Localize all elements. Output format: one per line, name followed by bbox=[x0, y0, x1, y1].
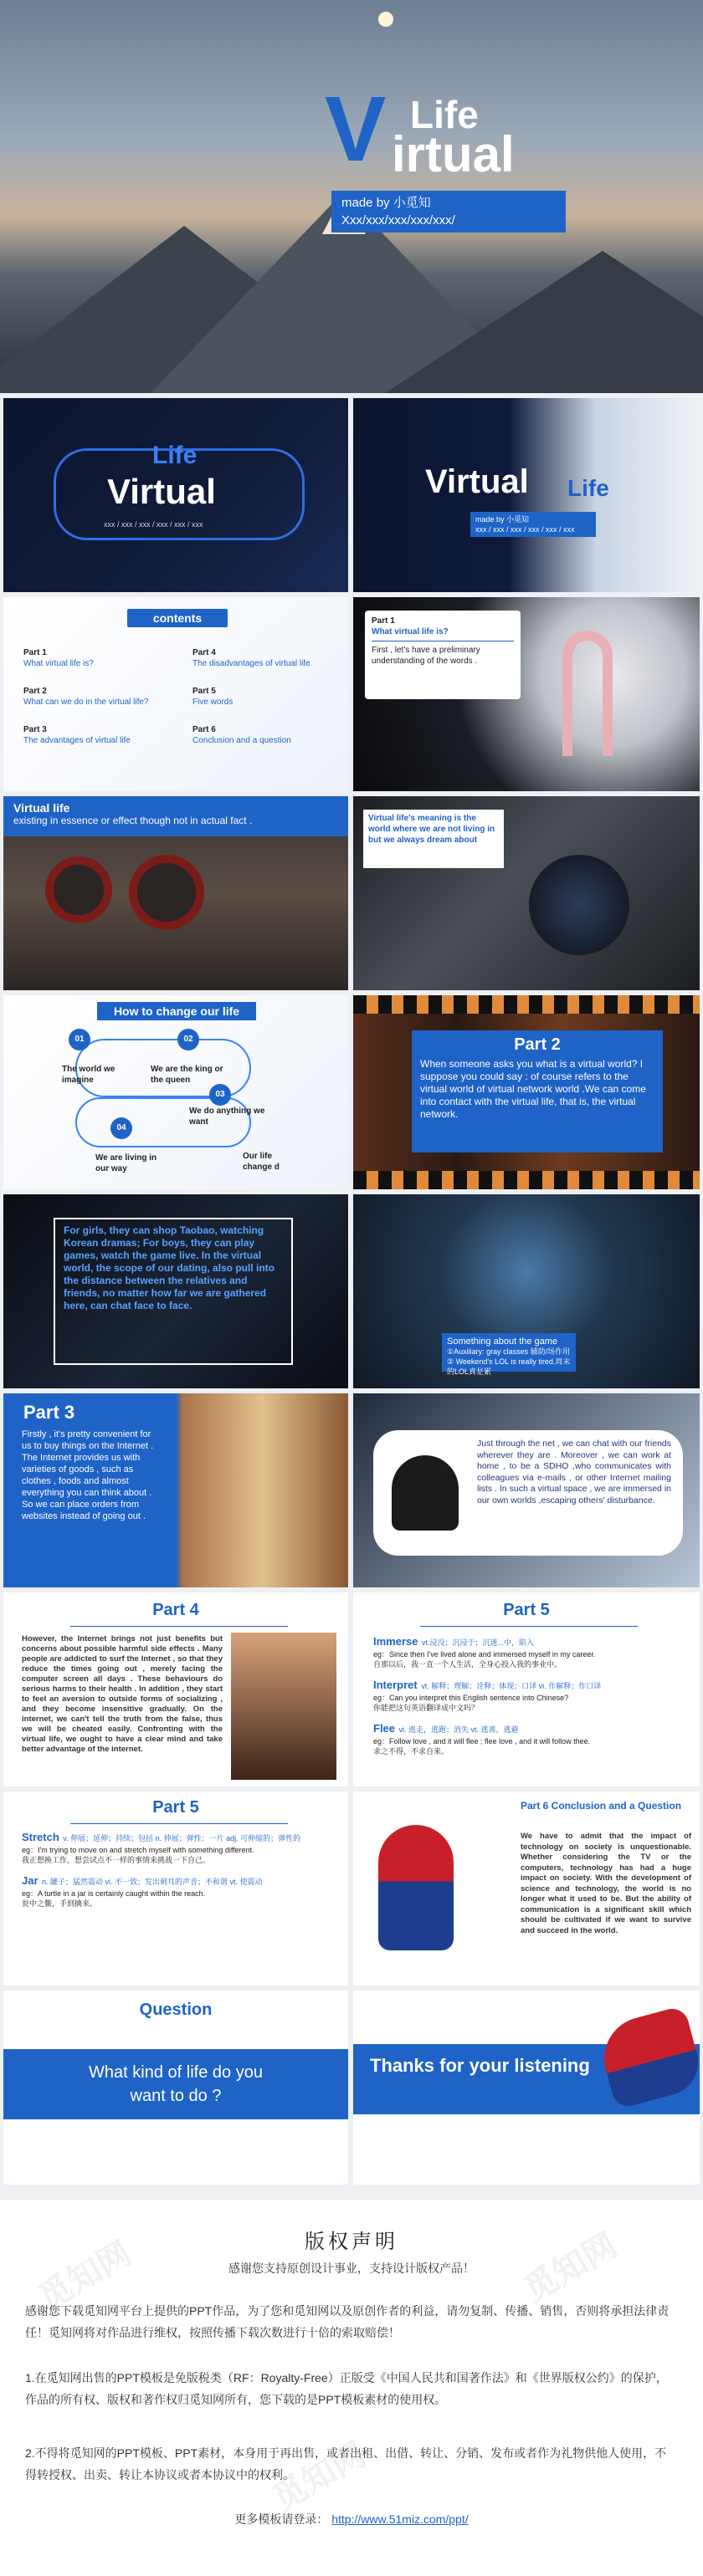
hero-info-bar bbox=[331, 191, 566, 233]
step-text: The world we imagine bbox=[62, 1065, 115, 1085]
step-text: We are the king or the queen bbox=[151, 1065, 223, 1085]
copyright-more bbox=[0, 2511, 703, 2527]
camera-lens-shape bbox=[529, 855, 629, 955]
copyright-p3: 2.不得将觅知网的PPT模板、PPT素材，本身用于再出售，或者出租、出借、转让、分销、发布或者作为礼物供他人使用，不得转授权、出卖、转让本协议或者本协议中的权利。 bbox=[25, 2446, 667, 2481]
copyright-more-link[interactable]: http://www.51miz.com/ppt/ bbox=[331, 2512, 469, 2526]
vocab-entry bbox=[22, 1873, 331, 1909]
contents-item-label: What virtual life is? bbox=[23, 659, 94, 668]
vocab-word: Immerse bbox=[373, 1635, 418, 1648]
moon-shape bbox=[378, 12, 393, 27]
divider bbox=[70, 1626, 288, 1627]
film-strip-shape bbox=[353, 995, 700, 1014]
slide-part5b bbox=[3, 1791, 348, 1986]
slide-virtual-meaning bbox=[353, 796, 700, 990]
step-badge: 04 bbox=[110, 1117, 132, 1139]
vocab-cn: 我正想换工作，想尝试点不一样的事情来挑战一下自己。 bbox=[22, 1856, 211, 1864]
slide-part2 bbox=[353, 995, 700, 1189]
net-body: Just through the net , we can chat with our friends wherever they are . Moreover , we can work at home , to be a SDHO ,who communicates with colleagues via e-mails , or other Internet mailing lists . In such a virtual space , we are immersed in our own worlds ,escaping others' disturbance. bbox=[477, 1439, 671, 1505]
contents-col-left bbox=[23, 647, 174, 746]
part1-card bbox=[365, 611, 521, 699]
film-reel-shape bbox=[45, 856, 112, 923]
net-card bbox=[373, 1430, 683, 1556]
slide2-title2: Virtual bbox=[107, 472, 216, 511]
copyright-more-label: 更多模板请登录： bbox=[234, 2512, 329, 2526]
part5a-num: Part 5 bbox=[503, 1601, 550, 1619]
vl2-body: Virtual life's meaning is the world where we are not living in but we always dream about bbox=[368, 814, 495, 845]
contents-item-label: Five words bbox=[192, 698, 233, 707]
vocab-def: vt.浸没；沉浸于；沉迷...中，陷入 bbox=[421, 1638, 534, 1647]
reading-photo bbox=[231, 1633, 336, 1780]
vocab-word: Flee bbox=[373, 1722, 396, 1735]
contents-item bbox=[192, 724, 335, 746]
step-text: Our life change d bbox=[243, 1152, 280, 1172]
vocab-entry bbox=[22, 1830, 331, 1865]
hero-title-line1: Life bbox=[410, 93, 479, 136]
contents-item bbox=[192, 686, 335, 708]
contents-item bbox=[23, 686, 174, 708]
slide3-bar bbox=[470, 512, 596, 537]
step-badge: 03 bbox=[209, 1084, 231, 1106]
slide-question bbox=[3, 1991, 348, 2185]
copyright-title: 版权声明 bbox=[305, 2231, 398, 2253]
slide-part3 bbox=[3, 1393, 348, 1587]
watermark-text: 觅知网 bbox=[517, 2226, 623, 2309]
vocab-entry bbox=[373, 1678, 683, 1713]
vl1-body: existing in essence or effect though not in actual fact . bbox=[13, 815, 253, 826]
part1-num: Part 1 bbox=[372, 616, 395, 626]
vocab-eg: eg：I'm trying to move on and stretch myself with something different. bbox=[22, 1846, 254, 1854]
vocab-cn: 你能把这句英语翻译成中文吗？ bbox=[373, 1704, 480, 1712]
slide2-sub: xxx / xxx / xxx / xxx / xxx / xxx bbox=[104, 520, 203, 529]
step-text: We are living in our way bbox=[95, 1153, 157, 1173]
step-text: We do anything we want bbox=[189, 1107, 265, 1127]
girls-body: For girls, they can shop Taobao, watching Korean dramas; For boys, they can play games, watch the game live. In the virtual world, the scope of our dating, also pull into the distance between the relatives and friends, no matter how far we are gathered here, can chat face to face. bbox=[64, 1224, 275, 1311]
slide-title-split bbox=[353, 398, 700, 592]
step-badge: 02 bbox=[177, 1029, 199, 1050]
vocab-eg: eg：Since then I've lived alone and immersed myself in my career. bbox=[373, 1650, 596, 1659]
hero-title-line2: irtual bbox=[392, 126, 515, 182]
part3-num: Part 3 bbox=[23, 1402, 75, 1423]
part2-num: Part 2 bbox=[514, 1035, 561, 1054]
contents-item bbox=[192, 647, 335, 669]
slide3-made-by: made by 小觅知 bbox=[475, 515, 530, 524]
slide-girls-boys bbox=[3, 1194, 348, 1388]
vocab-eg: eg：Can you interpret this English sentence into Chinese? bbox=[373, 1694, 569, 1702]
slide-part5a bbox=[353, 1592, 700, 1786]
contents-item bbox=[23, 724, 174, 746]
contents-col-right bbox=[192, 647, 335, 746]
slide-part1 bbox=[353, 597, 700, 791]
divider bbox=[70, 1823, 288, 1824]
vl1-header bbox=[3, 796, 348, 836]
slide-title-dark bbox=[3, 398, 348, 592]
contents-item-label: The disadvantages of virtual life bbox=[192, 659, 310, 668]
vocab-def: n. 罐子；猛然震动 vi. 不一致；发出刺耳的声音；不和谐 vt. 使震动 bbox=[41, 1878, 263, 1886]
change-title: How to change our life bbox=[97, 1002, 256, 1020]
vocab-entry bbox=[373, 1634, 683, 1669]
slide2-title1: Life bbox=[152, 442, 198, 469]
vocab-def: vt. 解释；理解；诠释；体现；口译 vi. 作解释；作口译 bbox=[421, 1682, 602, 1690]
spiderman-figure bbox=[378, 1825, 454, 1950]
question-title: Question bbox=[139, 2001, 213, 2019]
copyright-section bbox=[0, 2200, 703, 2576]
contents-item-label: Conclusion and a question bbox=[192, 736, 291, 745]
vocab-word: Jar bbox=[22, 1874, 38, 1887]
part5b-num: Part 5 bbox=[152, 1798, 199, 1817]
part4-body: However, the Internet brings not just benefits but concerns about possible harmful side effects . Many people are addicted to surf the Internet , so that they reduce the times going out , merely facing the computer screen all days . These behaviours do serious harms to their health . In addition , they start to feel an aversion to outside forms of socializing , and they become insensitive gradually. On the internet, we can't tell the truth from the false, thus we will be cheated easily. Confronting with the virtual life, we ought to have a clear mind and take better advantage of the internet. bbox=[22, 1634, 223, 1754]
copyright-p2: 1.在觅知网出售的PPT模板是免版税类（RF：Royalty-Free）正版受《中国人民共和国著作法》和《世界版权公约》的保护，作品的所有权、版权和著作权归觅知网所有，您下载的是PPT模板素材的使用权。 bbox=[25, 2371, 668, 2406]
contents-item-num: Part 4 bbox=[192, 648, 216, 657]
question-body: What kind of life do you want to do ? bbox=[3, 2049, 348, 2119]
divider bbox=[420, 1626, 638, 1627]
vocab-cn: 求之不得，不求自来。 bbox=[373, 1747, 449, 1756]
vocab-cn: 瓮中之鳖，手到擒来。 bbox=[22, 1899, 98, 1908]
slide-game bbox=[353, 1194, 700, 1388]
slide-net bbox=[353, 1393, 700, 1587]
girls-frame bbox=[54, 1218, 293, 1365]
watermark-text: 觅知网 bbox=[266, 2435, 372, 2518]
vocab-eg: eg：Follow love , and it will flee ; flee love , and it will follow thee. bbox=[373, 1737, 591, 1745]
slide-virtual-life bbox=[3, 796, 348, 990]
vocab-word: Stretch bbox=[22, 1831, 59, 1843]
contents-item-num: Part 3 bbox=[23, 725, 47, 734]
game-title: Something about the game bbox=[447, 1337, 558, 1347]
vocab-entry bbox=[373, 1721, 683, 1756]
slide3-sub: xxx / xxx / xxx / xxx / xxx / xxx bbox=[475, 525, 575, 534]
mouth-photo-shape bbox=[562, 631, 613, 756]
slide-change-life bbox=[3, 995, 348, 1189]
vocab-list bbox=[373, 1634, 683, 1756]
vocab-eg: eg：A turtle in a jar is certainly caught within the reach. bbox=[22, 1889, 206, 1898]
game-line2: ② Weekend's LOL is really tired.周末的LOL真是累 bbox=[447, 1357, 571, 1376]
part2-body: When someone asks you what is a virtual world? I suppose you could say : of course refers to the virtual world of virtual network world .We can come into contact with the virtual life, that is, the virtual network. bbox=[420, 1058, 646, 1120]
contents-item bbox=[23, 647, 174, 669]
ghost-mascot-icon bbox=[392, 1455, 459, 1531]
copyright-sub: 感谢您支持原创设计事业，支持设计版权产品！ bbox=[228, 2262, 475, 2275]
vocab-word: Interpret bbox=[373, 1679, 418, 1691]
contents-item-label: What can we do in the virtual life? bbox=[23, 698, 149, 707]
part3-body: Firstly , it's pretty convenient for us to buy things on the Internet . The Internet provides us with varieties of goods , such as clothes , foods and almost everything you can think about . So we can place orders from websites instead of going out . bbox=[22, 1429, 154, 1521]
contents-item-num: Part 5 bbox=[192, 687, 216, 696]
step-badge: 01 bbox=[69, 1029, 90, 1050]
slide-part4 bbox=[3, 1592, 348, 1786]
film-strip-shape bbox=[353, 1171, 700, 1189]
mountain-shape bbox=[385, 251, 703, 393]
game-card bbox=[442, 1333, 576, 1376]
part1-title: What virtual life is? bbox=[372, 627, 449, 636]
part2-card bbox=[412, 1030, 663, 1153]
vocab-def: v. 伸展；延伸；持续；包括 n. 伸展；弹性；一片 adj. 可伸缩的；弹性的 bbox=[63, 1834, 301, 1843]
slide3-title2: Life bbox=[567, 475, 609, 501]
vocab-def: vi. 逃走，逃跑；消失 vt. 逃离，逃避 bbox=[398, 1725, 519, 1734]
slide3-title1: Virtual bbox=[425, 463, 529, 500]
vocab-cn: 自那以后，我一直一个人生活，全身心投入我的事业中。 bbox=[373, 1660, 562, 1669]
hero-big-letter: V bbox=[325, 78, 387, 181]
part4-num: Part 4 bbox=[152, 1601, 199, 1619]
contents-item-num: Part 1 bbox=[23, 648, 47, 657]
watermark-text: 觅知网 bbox=[32, 2235, 138, 2318]
slide-thanks bbox=[353, 1991, 700, 2185]
vl2-card bbox=[363, 810, 504, 868]
hero-slide bbox=[0, 0, 703, 393]
part6-title: Part 6 Conclusion and a Question bbox=[521, 1800, 682, 1812]
film-reel-shape bbox=[129, 855, 204, 930]
vocab-list bbox=[22, 1830, 331, 1909]
thanks-body: Thanks for your listening bbox=[353, 2044, 700, 2114]
contents-item-label: The advantages of virtual life bbox=[23, 736, 131, 745]
contents-item-num: Part 6 bbox=[192, 725, 216, 734]
game-line1: ①Auxiliary: gray classes 辅助/场作用 bbox=[447, 1347, 571, 1356]
part1-body: First , let's have a preliminary understanding of the words . bbox=[372, 646, 480, 666]
contents-title: contents bbox=[127, 609, 228, 627]
slide-contents bbox=[3, 597, 348, 791]
part6-body: We have to admit that the impact of technology on society is unquestionable. Whether considering the TV or the computers, technology has had a huge impact on society. With the development of science and technology, the world is no longer what it used to be. But the ability of communication is a significant skill which should be cultivated if we want to survive and succeed in the world. bbox=[521, 1832, 691, 1935]
copyright-p1: 感谢您下载觅知网平台上提供的PPT作品，为了您和觅知网以及原创作者的利益，请勿复制、传播、销售，否则将承担法律责任！觅知网将对作品进行维权，按照传播下载次数进行十倍的索取赔偿！ bbox=[25, 2304, 670, 2339]
vl1-title: Virtual life bbox=[13, 801, 70, 815]
slide-part6 bbox=[353, 1791, 700, 1986]
hero-subline: Xxx/xxx/xxx/xxx/xxx/ bbox=[341, 213, 455, 227]
contents-item-num: Part 2 bbox=[23, 687, 47, 696]
hero-made-by: made by 小觅知 bbox=[341, 196, 431, 210]
